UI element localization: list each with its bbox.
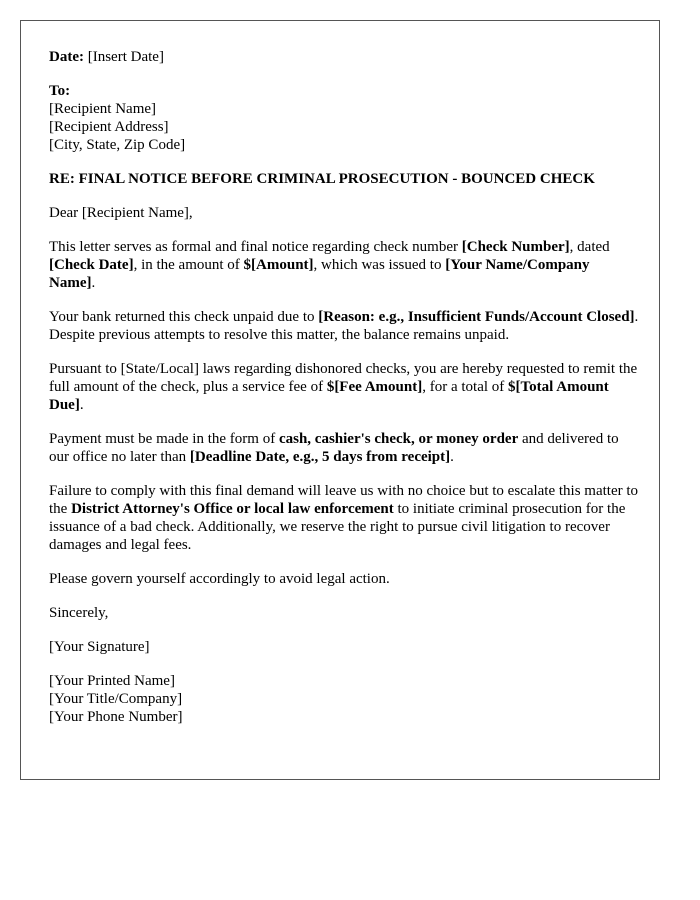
payee-name: [Your Name/Company Name] bbox=[49, 257, 590, 291]
p2-text-1: Your bank returned this check unpaid due to bbox=[49, 309, 319, 325]
p4-text-3: . bbox=[450, 449, 454, 465]
p3-text-3: . bbox=[79, 397, 84, 413]
p4-text-1: Payment must be made in the form of bbox=[49, 431, 279, 447]
closing: Sincerely, bbox=[49, 605, 109, 621]
fee-amount: $[Fee Amount] bbox=[326, 379, 423, 395]
enforcement-authority: District Attorney's Office or local law enforcement bbox=[71, 501, 394, 517]
to-label: To: bbox=[49, 83, 71, 99]
p1-text-3: , in the amount of bbox=[133, 257, 244, 273]
p1-text-2: , dated bbox=[569, 239, 610, 255]
subject-line bbox=[49, 170, 639, 188]
p1-text-5: . bbox=[91, 275, 96, 291]
check-amount: $[Amount] bbox=[243, 257, 314, 273]
date-line bbox=[49, 48, 639, 66]
paragraph-check-details bbox=[49, 238, 639, 292]
p3-text-1: Pursuant to [State/Local] laws regarding dishonored checks, you are hereby requested to remit the full amount of the check, plus a service fee of bbox=[49, 361, 638, 395]
sender-title-company: [Your Title/Company] bbox=[49, 691, 183, 707]
signature-placeholder: [Your Signature] bbox=[49, 639, 150, 655]
total-amount-due: $[Total Amount Due] bbox=[49, 379, 609, 413]
recipient-address: [Recipient Address] bbox=[49, 119, 169, 135]
paragraph-return-reason bbox=[49, 308, 639, 344]
paragraph-payment-request bbox=[49, 360, 639, 414]
subject-text: RE: FINAL NOTICE BEFORE CRIMINAL PROSECUTION - BOUNCED CHECK bbox=[49, 171, 595, 187]
sender-printed-name: [Your Printed Name] bbox=[49, 673, 175, 689]
check-date: [Check Date] bbox=[49, 257, 134, 273]
payment-methods: cash, cashier's check, or money order bbox=[278, 431, 519, 447]
p4-text-2: and delivered to our office no later than bbox=[49, 431, 619, 465]
date-label: Date: bbox=[49, 49, 84, 65]
p1-text-4: , which was issued to bbox=[313, 257, 446, 273]
paragraph-advisory: Please govern yourself accordingly to avoid legal action. bbox=[49, 571, 390, 587]
salutation: Dear [Recipient Name], bbox=[49, 205, 193, 221]
paragraph-consequences bbox=[49, 482, 639, 554]
p3-text-2: , for a total of bbox=[422, 379, 509, 395]
return-reason: [Reason: e.g., Insufficient Funds/Account Closed] bbox=[318, 309, 635, 325]
p5-text-2: to initiate criminal prosecution for the issuance of a bad check. Additionally, we reserve the right to pursue civil litigation to recover damages and legal fees. bbox=[49, 501, 626, 553]
p5-text-1: Failure to comply with this final demand will leave us with no choice but to escalate this matter to the bbox=[49, 483, 639, 517]
paragraph-payment-method bbox=[49, 430, 639, 466]
date-value: [Insert Date] bbox=[87, 49, 164, 65]
sender-block bbox=[49, 672, 639, 726]
letter-container bbox=[20, 20, 660, 780]
letter-body bbox=[49, 48, 639, 742]
recipient-city-state-zip: [City, State, Zip Code] bbox=[49, 137, 186, 153]
recipient-name: [Recipient Name] bbox=[49, 101, 157, 117]
sender-phone: [Your Phone Number] bbox=[49, 709, 183, 725]
deadline-date: [Deadline Date, e.g., 5 days from receipt] bbox=[189, 449, 451, 465]
p1-text-1: This letter serves as formal and final notice regarding check number bbox=[49, 239, 462, 255]
p2-text-2: . Despite previous attempts to resolve this matter, the balance remains unpaid. bbox=[49, 309, 639, 343]
recipient-block bbox=[49, 82, 639, 154]
check-number: [Check Number] bbox=[461, 239, 570, 255]
